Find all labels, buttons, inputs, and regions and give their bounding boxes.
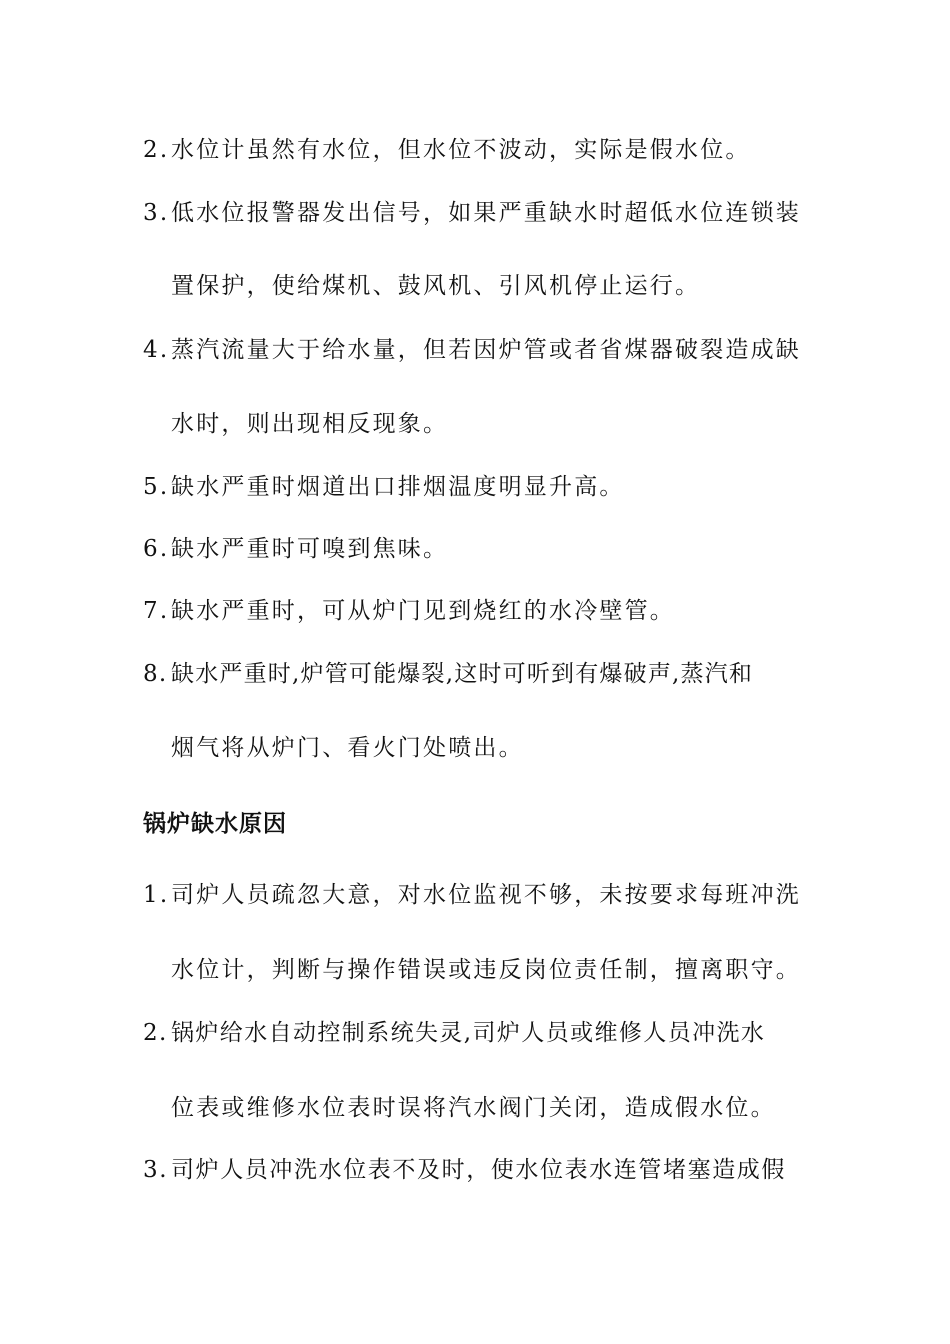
- section-heading: 锅炉缺水原因: [143, 810, 287, 837]
- list-number: 8.: [143, 661, 168, 687]
- list-line: [143, 880, 801, 910]
- list-line: [143, 659, 753, 689]
- list-line: [143, 135, 751, 165]
- list-number: 5.: [143, 474, 170, 500]
- list-line-continuation: 水位计，判断与操作错误或违反岗位责任制，擅离职守。: [171, 957, 801, 983]
- list-line: [143, 1155, 786, 1185]
- list-text: 缺水严重时烟道出口排烟温度明显升高。: [171, 474, 625, 500]
- list-text: 低水位报警器发出信号，如果严重缺水时超低水位连锁装: [171, 200, 801, 226]
- list-number: 3.: [143, 1157, 169, 1183]
- list-number: 1.: [143, 882, 170, 908]
- list-number: 7.: [143, 598, 170, 624]
- list-text: 司炉人员冲洗水位表不及时，使水位表水连管堵塞造成假: [171, 1157, 786, 1183]
- list-text: 水位计虽然有水位，但水位不波动，实际是假水位。: [171, 137, 751, 163]
- list-number: 4.: [143, 337, 170, 363]
- list-line-continuation: 烟气将从炉门、看火门处喷出。: [171, 735, 524, 761]
- list-line: [143, 472, 625, 502]
- list-line-continuation: 位表或维修水位表时误将汽水阀门关闭，造成假水位。: [171, 1095, 776, 1121]
- list-line: [143, 335, 801, 365]
- list-line-continuation: 置保护，使给煤机、鼓风机、引风机停止运行。: [171, 273, 701, 299]
- list-text: 缺水严重时可嗅到焦味。: [171, 536, 449, 562]
- list-line: [143, 198, 801, 228]
- list-text: 缺水严重时,炉管可能爆裂,这时可听到有爆破声,蒸汽和: [171, 661, 754, 687]
- list-number: 2.: [143, 137, 170, 163]
- list-line-continuation: 水时，则出现相反现象。: [171, 411, 449, 437]
- list-text: 锅炉给水自动控制系统失灵,司炉人员或维修人员冲洗水: [171, 1020, 766, 1046]
- list-number: 3.: [143, 200, 170, 226]
- list-text: 缺水严重时，可从炉门见到烧红的水冷壁管。: [171, 598, 675, 624]
- list-line: [143, 1018, 765, 1048]
- list-text: 蒸汽流量大于给水量，但若因炉管或者省煤器破裂造成缺: [171, 337, 801, 363]
- list-text: 司炉人员疏忽大意，对水位监视不够，未按要求每班冲洗: [171, 882, 801, 908]
- list-number: 2.: [143, 1020, 168, 1046]
- list-number: 6.: [143, 536, 170, 562]
- list-line: [143, 596, 675, 626]
- list-line: [143, 534, 448, 564]
